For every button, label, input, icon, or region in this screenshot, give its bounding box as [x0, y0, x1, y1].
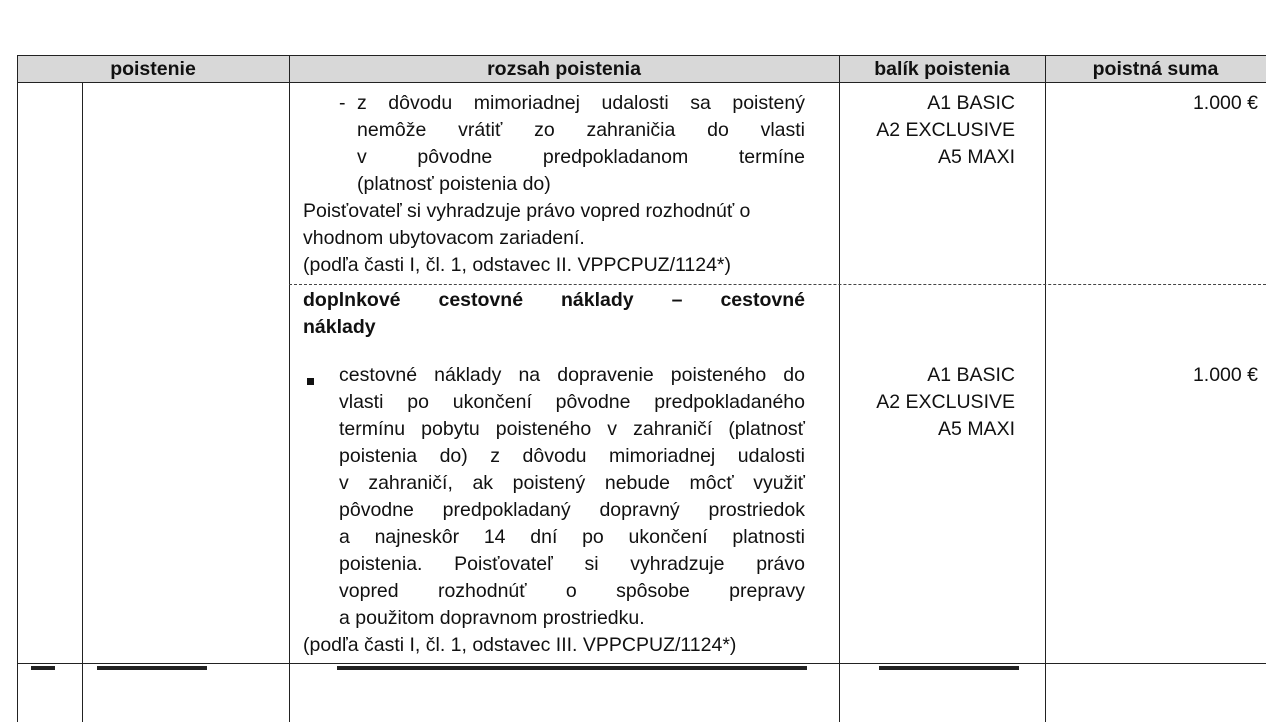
row1-note: vhodnom ubytovacom zariadení. [303, 227, 585, 249]
row2-line: pôvodne predpokladaný dopravný prostriedok [339, 499, 805, 521]
row1-sum: 1.000 € [1192, 92, 1258, 114]
row2-line: poistenia. Poisťovateľ si vyhradzuje právo [339, 553, 805, 575]
row2-sum: 1.000 € [1192, 364, 1258, 386]
row2-reference: (podľa časti I, čl. 1, odstavec III. VPPCPUZ/1124*) [303, 634, 737, 656]
row1-line: z dôvodu mimoriadnej udalosti sa poistený [357, 92, 805, 114]
row2-package: A1 BASIC [927, 364, 1015, 386]
cutoff-text [337, 666, 807, 670]
row2-title: doplnkové cestovné náklady – cestovné [303, 289, 805, 311]
column-divider [17, 55, 18, 722]
table-header [17, 55, 1266, 83]
row1-package: A5 MAXI [938, 146, 1015, 168]
row1-package: A1 BASIC [927, 92, 1015, 114]
square-bullet-icon [307, 375, 314, 387]
column-divider [289, 55, 290, 722]
row1-reference: (podľa časti I, čl. 1, odstavec II. VPPCPUZ/1124*) [303, 254, 732, 276]
row2-line: vlasti po ukončení pôvodne predpokladaného [339, 391, 805, 413]
cutoff-text [97, 666, 207, 670]
row2-line: poistenia do) z dôvodu mimoriadnej udalosti [339, 445, 805, 467]
row1-line: (platnosť poistenia do) [357, 173, 551, 195]
column-divider [839, 55, 840, 722]
table-row-border [17, 663, 1266, 664]
row2-line: termínu pobytu poisteného v zahraničí (platnosť [339, 418, 805, 440]
header-package: balík poistenia [874, 58, 1010, 80]
column-divider [1045, 55, 1046, 722]
row1-line: v pôvodne predpokladanom termíne [357, 146, 805, 168]
insurance-table [17, 55, 1266, 722]
header-insurance: poistenie [110, 58, 196, 80]
dash-bullet: - [339, 92, 346, 114]
cutoff-text [879, 666, 1019, 670]
row2-package: A5 MAXI [938, 418, 1015, 440]
row2-title: náklady [303, 316, 376, 338]
row1-line: nemôže vrátiť zo zahraničia do vlasti [357, 119, 805, 141]
cutoff-text [31, 666, 55, 670]
row2-package: A2 EXCLUSIVE [876, 391, 1015, 413]
header-scope: rozsah poistenia [487, 58, 641, 80]
row1-note: Poisťovateľ si vyhradzuje právo vopred rozhodnúť o [303, 200, 751, 222]
header-sum: poistná suma [1092, 58, 1219, 80]
row2-line: a použitom dopravnom prostriedku. [339, 607, 645, 629]
row1-package: A2 EXCLUSIVE [876, 119, 1015, 141]
row2-line: v zahraničí, ak poistený nebude môcť využiť [339, 472, 805, 494]
column-divider [82, 83, 83, 722]
row-separator [289, 284, 1266, 285]
row2-line: vopred rozhodnúť o spôsobe prepravy [339, 580, 805, 602]
row2-line: a najneskôr 14 dní po ukončení platnosti [339, 526, 805, 548]
row2-line: cestovné náklady na dopravenie poisteného do [339, 364, 805, 386]
